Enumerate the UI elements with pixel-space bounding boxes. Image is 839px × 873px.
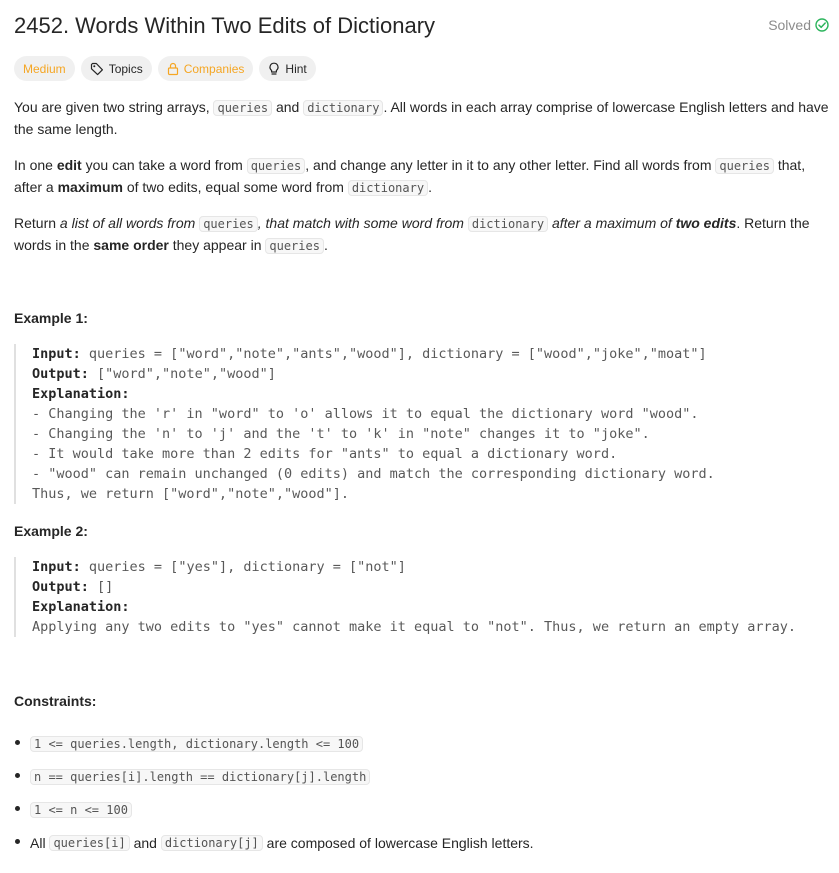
hint-label: Hint bbox=[285, 61, 307, 76]
inline-code: queries bbox=[213, 100, 272, 116]
explanation-line: - Changing the 'n' to 'j' and the 't' to 'k' in "note" changes it to "joke". bbox=[32, 426, 650, 442]
solved-status bbox=[768, 17, 829, 33]
problem-title[interactable]: 2452. Words Within Two Edits of Dictionary bbox=[14, 13, 436, 38]
inline-code: queries[i] bbox=[49, 835, 129, 851]
text: . Return the words in the bbox=[14, 215, 810, 253]
text: they appear in bbox=[168, 237, 266, 253]
description-paragraph-3 bbox=[14, 213, 829, 257]
example-1-heading: Example 1: bbox=[14, 310, 88, 326]
text: of two edits, equal some word from bbox=[122, 179, 348, 195]
description-paragraph-1 bbox=[14, 97, 829, 140]
output-label: Output: bbox=[32, 366, 89, 382]
list-item bbox=[14, 826, 829, 859]
text: In one bbox=[14, 157, 57, 173]
inline-code: dictionary[j] bbox=[161, 835, 263, 851]
companies-label: Companies bbox=[183, 61, 245, 76]
list-item bbox=[14, 760, 829, 793]
difficulty-badge[interactable] bbox=[14, 56, 75, 81]
italic-text: , that match with some word from bbox=[257, 215, 468, 231]
inline-code: dictionary bbox=[348, 180, 428, 196]
lightbulb-icon bbox=[268, 62, 280, 76]
solved-label: Solved bbox=[768, 17, 811, 33]
difficulty-label: Medium bbox=[23, 61, 66, 76]
text: All bbox=[30, 834, 46, 851]
check-circle-icon bbox=[815, 18, 829, 32]
text: and bbox=[133, 834, 157, 851]
explanation-label: Explanation: bbox=[32, 386, 130, 402]
text: You are given two string arrays, bbox=[14, 99, 214, 115]
text: and bbox=[272, 99, 304, 115]
hint-button[interactable] bbox=[259, 56, 315, 81]
input-value: queries = ["word","note","ants","wood"], dictionary = ["wood","joke","moat"] bbox=[80, 346, 707, 362]
lock-icon bbox=[167, 62, 179, 76]
tag-icon bbox=[90, 62, 104, 76]
example-2-heading: Example 2: bbox=[14, 523, 88, 539]
bold-text: same order bbox=[93, 237, 169, 253]
inline-code: queries bbox=[715, 158, 774, 174]
text: are composed of lowercase English letters. bbox=[266, 834, 534, 851]
list-item bbox=[14, 793, 829, 826]
explanation-line: - It would take more than 2 edits for "ants" to equal a dictionary word. bbox=[32, 446, 618, 462]
text: . bbox=[323, 237, 328, 253]
companies-button[interactable] bbox=[158, 56, 254, 81]
text: . All words in each array comprise of lowercase English letters and have the same length. bbox=[14, 99, 829, 137]
bold-text: maximum bbox=[57, 179, 123, 195]
constraint-code: n == queries[i].length == dictionary[j].length bbox=[30, 769, 370, 785]
tag-row bbox=[14, 56, 316, 81]
text: , and change any letter in it to any other letter. Find all words from bbox=[305, 157, 716, 173]
bold-italic-text: two edits bbox=[675, 215, 737, 231]
input-label: Input: bbox=[32, 346, 81, 362]
italic-text: after a maximum of bbox=[548, 215, 676, 231]
output-value: [] bbox=[88, 579, 114, 595]
inline-code: queries bbox=[265, 238, 324, 254]
text: Return bbox=[14, 215, 60, 231]
explanation-line: Applying any two edits to "yes" cannot make it equal to "not". Thus, we return an empty array. bbox=[32, 619, 797, 635]
constraint-code: 1 <= n <= 100 bbox=[30, 802, 132, 818]
inline-code: dictionary bbox=[468, 216, 548, 232]
inline-code: queries bbox=[247, 158, 306, 174]
text: you can take a word from bbox=[81, 157, 247, 173]
explanation-line: Thus, we return ["word","note","wood"]. bbox=[32, 486, 349, 502]
topics-button[interactable] bbox=[81, 56, 152, 81]
constraints-list bbox=[14, 727, 829, 859]
output-value: ["word","note","wood"] bbox=[88, 366, 276, 382]
input-label: Input: bbox=[32, 559, 81, 575]
text: that, after a bbox=[14, 157, 806, 195]
input-value: queries = ["yes"], dictionary = ["not"] bbox=[80, 559, 406, 575]
inline-code: dictionary bbox=[303, 100, 383, 116]
example-2-block bbox=[14, 557, 796, 637]
explanation-line: - Changing the 'r' in "word" to 'o' allows it to equal the dictionary word "wood". bbox=[32, 406, 699, 422]
description-paragraph-2 bbox=[14, 155, 829, 199]
inline-code: queries bbox=[199, 216, 258, 232]
title-row bbox=[14, 12, 829, 42]
example-1-block bbox=[14, 344, 715, 504]
constraint-code: 1 <= queries.length, dictionary.length <= 100 bbox=[30, 736, 363, 752]
list-item bbox=[14, 727, 829, 760]
constraints-heading: Constraints: bbox=[14, 693, 97, 709]
explanation-line: - "wood" can remain unchanged (0 edits) and match the corresponding dictionary word. bbox=[32, 466, 715, 482]
explanation-label: Explanation: bbox=[32, 599, 130, 615]
output-label: Output: bbox=[32, 579, 89, 595]
topics-label: Topics bbox=[108, 61, 143, 76]
text: . bbox=[428, 179, 432, 195]
italic-text: a list of all words from bbox=[59, 215, 200, 231]
bold-text: edit bbox=[56, 157, 82, 173]
